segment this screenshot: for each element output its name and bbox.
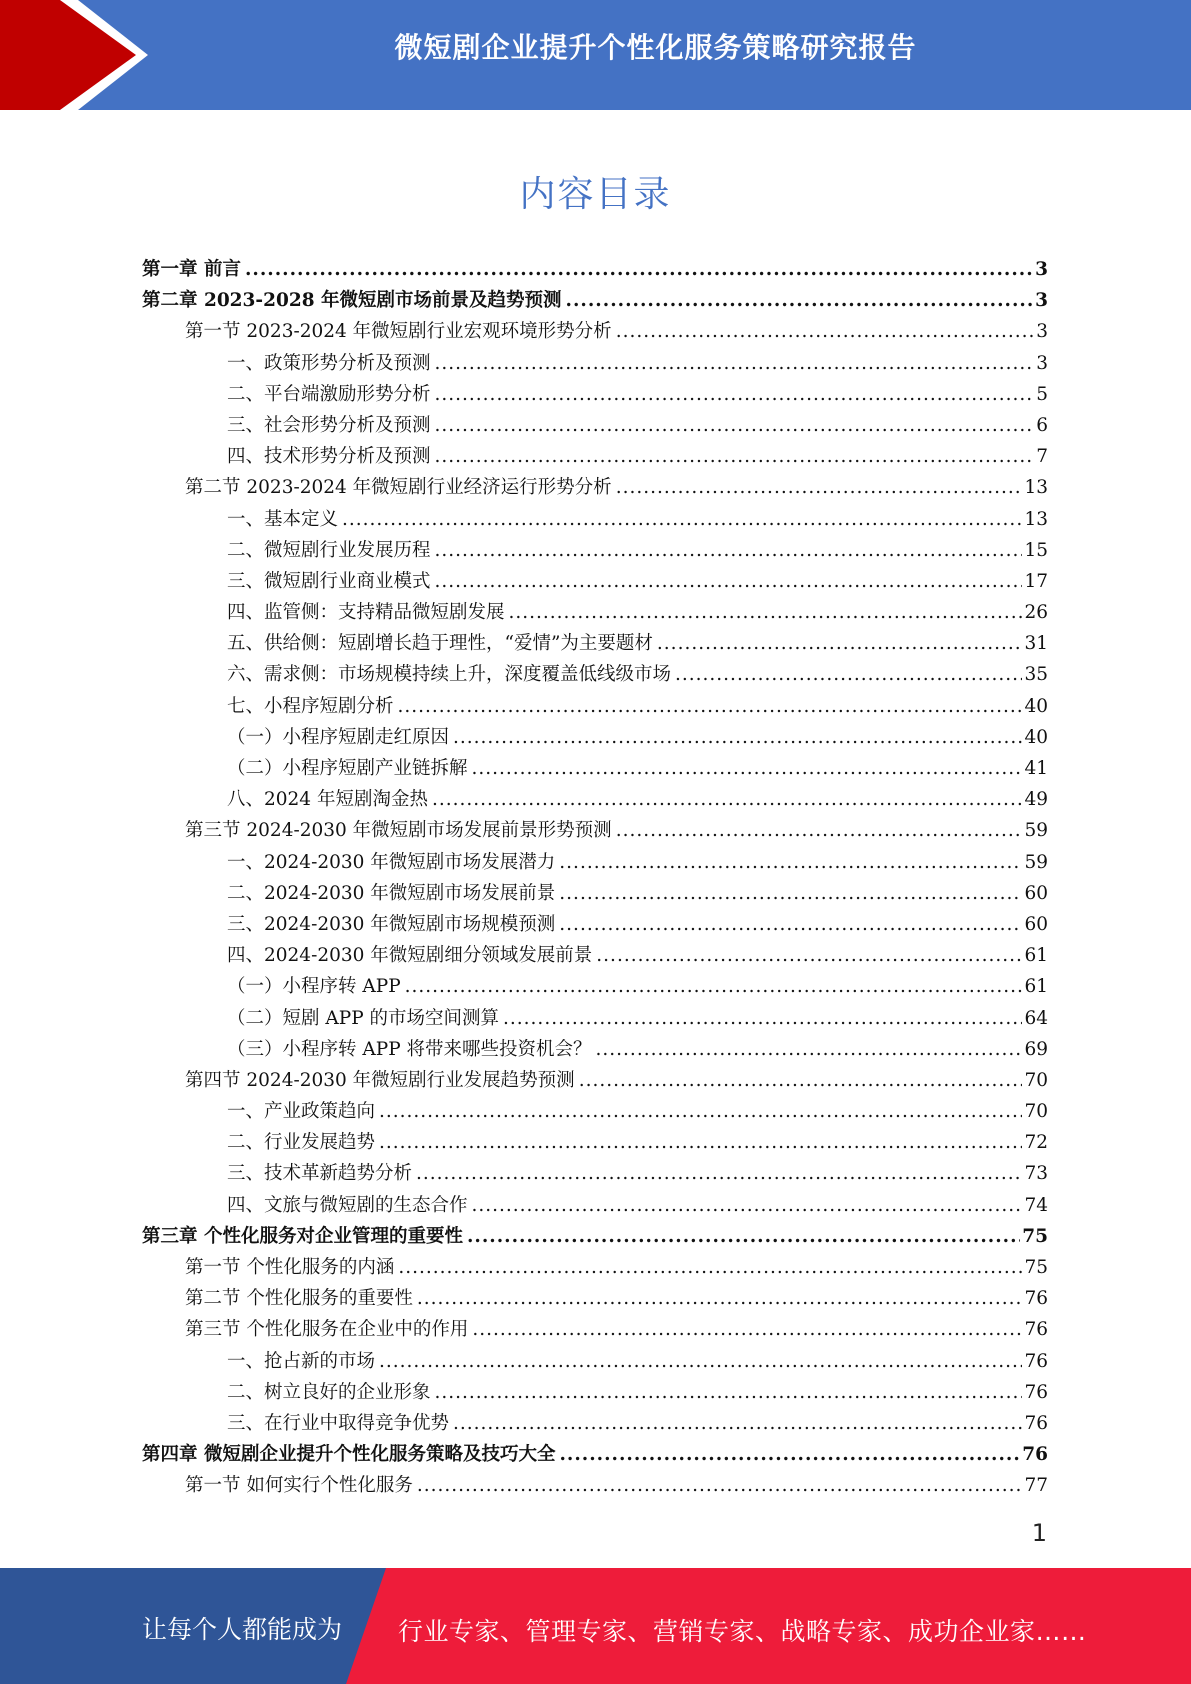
toc-entry-page: 3 [1035,290,1048,312]
toc-entry[interactable] [142,285,1048,316]
toc-entry[interactable] [142,691,1048,722]
toc-entry-title: 第二章 2023-2028 年微短剧市场前景及趋势预测 [142,290,562,312]
table-of-contents [142,254,1048,1502]
toc-entry-page: 13 [1024,477,1048,499]
toc-entry-title: 三、微短剧行业商业模式 [227,570,431,592]
toc-dot-leader [416,1158,1022,1189]
toc-dot-leader [435,441,1035,472]
toc-entry[interactable] [142,1346,1048,1377]
toc-entry[interactable] [142,1158,1048,1189]
toc-dot-leader [435,535,1023,566]
toc-entry-title: 第二节 个性化服务的重要性 [185,1288,413,1310]
toc-dot-leader [509,597,1023,628]
toc-entry-page: 76 [1024,1288,1048,1310]
toc-entry-page: 15 [1024,539,1048,561]
toc-entry-title: 一、2024-2030 年微短剧市场发展潜力 [227,851,556,873]
toc-dot-leader [379,1346,1022,1377]
toc-entry-title: 第三章 个性化服务对企业管理的重要性 [142,1225,463,1247]
toc-dot-leader [342,504,1022,535]
toc-entry[interactable] [142,535,1048,566]
toc-entry[interactable] [142,1377,1048,1408]
toc-entry[interactable] [142,784,1048,815]
toc-entry-title: 第一节 如何实行个性化服务 [185,1475,413,1497]
toc-entry-title: 三、在行业中取得竞争优势 [227,1412,450,1434]
toc-dot-leader [472,1314,1022,1345]
toc-entry[interactable] [142,1408,1048,1439]
toc-entry[interactable] [142,753,1048,784]
toc-entry[interactable] [142,847,1048,878]
toc-entry-title: 五、供给侧：短剧增长趋于理性，“爱情”为主要题材 [227,633,653,655]
toc-entry[interactable] [142,909,1048,940]
toc-dot-leader [616,815,1023,846]
toc-entry-title: 二、平台端激励形势分析 [227,383,431,405]
toc-entry-title: 一、抢占新的市场 [227,1350,376,1372]
toc-entry-page: 40 [1024,695,1048,717]
toc-entry-page: 70 [1024,1101,1048,1123]
toc-dot-leader [379,1096,1022,1127]
toc-dot-leader [657,628,1023,659]
footer-slogan-right: 行业专家、管理专家、营销专家、战略专家、成功企业家…… [398,1617,1087,1646]
toc-entry-title: 第四节 2024-2030 年微短剧行业发展趋势预测 [185,1069,575,1091]
toc-entry-title: 第二节 2023-2024 年微短剧行业经济运行形势分析 [185,477,612,499]
toc-dot-leader [559,878,1022,909]
toc-entry-page: 3 [1036,352,1048,374]
toc-entry-title: 八、2024 年短剧淘金热 [227,789,428,811]
toc-entry[interactable] [142,1065,1048,1096]
toc-entry-page: 3 [1035,259,1048,280]
toc-dot-leader [435,348,1035,379]
toc-entry[interactable] [142,504,1048,535]
toc-entry-title: 第一节 2023-2024 年微短剧行业宏观环境形势分析 [185,321,612,343]
toc-entry-title: 第三节 2024-2030 年微短剧市场发展前景形势预测 [185,820,612,842]
toc-entry-page: 69 [1024,1038,1048,1060]
toc-entry-title: 二、行业发展趋势 [227,1132,376,1154]
toc-entry-page: 77 [1024,1475,1048,1497]
toc-entry[interactable] [142,1439,1048,1470]
toc-entry[interactable] [142,659,1048,690]
toc-entry-title: 二、2024-2030 年微短剧市场发展前景 [227,882,556,904]
toc-entry-title: 第四章 微短剧企业提升个性化服务策略及技巧大全 [142,1444,556,1466]
toc-entry-title: （三）小程序转 APP 将带来哪些投资机会？ [227,1038,592,1060]
toc-entry-page: 60 [1024,913,1048,935]
toc-dot-leader [435,1377,1023,1408]
toc-entry-title: （二）短剧 APP 的市场空间测算 [227,1007,500,1029]
toc-entry-title: 第一节 个性化服务的内涵 [185,1257,395,1278]
toc-entry-page: 76 [1024,1381,1048,1403]
toc-dot-leader [245,254,1033,285]
toc-entry-page: 61 [1024,945,1048,967]
toc-entry[interactable] [142,1003,1048,1034]
toc-entry-page: 61 [1024,976,1048,998]
toc-entry-title: 一、产业政策趋向 [227,1101,376,1123]
toc-entry-title: 七、小程序短剧分析 [227,695,394,717]
toc-entry-title: 三、技术革新趋势分析 [227,1163,413,1185]
toc-entry-title: 一、政策形势分析及预测 [227,352,431,374]
toc-entry-title: 四、监管侧：支持精品微短剧发展 [227,602,505,624]
toc-entry-title: 第三节 个性化服务在企业中的作用 [185,1319,469,1341]
toc-entry-page: 60 [1024,882,1048,904]
toc-dot-leader [616,472,1023,503]
footer-slogan-left: 让每个人都能成为 [142,1615,343,1644]
toc-dot-leader [453,722,1022,753]
toc-heading: 内容目录 [519,174,672,215]
toc-entry-title: 三、社会形势分析及预测 [227,414,431,436]
toc-entry[interactable] [142,1470,1048,1501]
toc-entry-page: 3 [1036,321,1048,343]
report-title: 微短剧企业提升个性化服务策略研究报告 [394,31,917,64]
toc-entry-page: 31 [1024,633,1048,655]
toc-entry-page: 59 [1024,820,1048,842]
toc-entry-page: 59 [1024,851,1048,873]
toc-dot-leader [559,1439,1020,1470]
toc-entry[interactable] [142,1127,1048,1158]
toc-entry-title: （一）小程序转 APP [227,976,401,998]
toc-entry-title: 四、2024-2030 年微短剧细分领域发展前景 [227,945,593,967]
toc-entry-page: 75 [1022,1225,1048,1247]
toc-entry[interactable] [142,441,1048,472]
toc-entry[interactable] [142,472,1048,503]
toc-dot-leader [566,285,1034,316]
toc-dot-leader [503,1003,1022,1034]
toc-entry[interactable] [142,1096,1048,1127]
toc-entry[interactable] [142,1190,1048,1221]
toc-dot-leader [472,1190,1023,1221]
toc-dot-leader [435,410,1035,441]
toc-entry-page: 76 [1022,1444,1048,1466]
toc-dot-leader [398,691,1023,722]
toc-entry-page: 70 [1024,1069,1048,1091]
toc-dot-leader [616,316,1035,347]
toc-dot-leader [379,1127,1022,1158]
toc-entry-title: 四、技术形势分析及预测 [227,446,431,468]
toc-entry-title: 二、微短剧行业发展历程 [227,539,431,561]
toc-entry-title: 三、2024-2030 年微短剧市场规模预测 [227,913,556,935]
toc-entry-page: 76 [1024,1412,1048,1434]
toc-dot-leader [398,1252,1022,1283]
toc-entry[interactable] [142,597,1048,628]
toc-entry-title: 二、树立良好的企业形象 [227,1381,431,1403]
toc-entry-page: 5 [1036,383,1048,405]
toc-entry[interactable] [142,628,1048,659]
toc-entry-page: 7 [1036,446,1048,468]
toc-entry[interactable] [142,1221,1048,1252]
toc-entry[interactable] [142,1034,1048,1065]
toc-entry[interactable] [142,379,1048,410]
toc-dot-leader [435,379,1035,410]
toc-entry[interactable] [142,878,1048,909]
toc-entry[interactable] [142,1252,1048,1283]
page-number: 1 [1031,1519,1047,1547]
toc-dot-leader [675,659,1022,690]
toc-entry[interactable] [142,940,1048,971]
toc-entry[interactable] [142,348,1048,379]
toc-entry[interactable] [142,566,1048,597]
toc-entry[interactable] [142,722,1048,753]
toc-dot-leader [472,753,1023,784]
toc-entry-page: 76 [1024,1350,1048,1372]
toc-entry-title: 一、基本定义 [227,508,339,530]
toc-entry-page: 40 [1024,726,1048,748]
toc-entry-page: 49 [1024,789,1048,811]
toc-entry-page: 17 [1024,570,1048,592]
toc-entry[interactable] [142,316,1048,347]
toc-entry[interactable] [142,410,1048,441]
toc-entry-page: 76 [1024,1319,1048,1341]
toc-entry-page: 35 [1024,664,1048,686]
toc-dot-leader [596,940,1022,971]
toc-entry[interactable] [142,1314,1048,1345]
toc-dot-leader [453,1408,1022,1439]
toc-dot-leader [417,1283,1023,1314]
toc-entry-page: 75 [1024,1257,1048,1278]
toc-dot-leader [435,566,1023,597]
toc-dot-leader [432,784,1022,815]
toc-entry-page: 72 [1024,1132,1048,1154]
toc-dot-leader [467,1221,1020,1252]
toc-entry-page: 73 [1024,1163,1048,1185]
toc-entry-title: 第一章 前言 [142,259,241,280]
toc-dot-leader [596,1034,1023,1065]
toc-dot-leader [417,1470,1023,1501]
toc-entry-title: （一）小程序短剧走红原因 [227,726,450,748]
toc-entry-page: 13 [1024,508,1048,530]
toc-entry-page: 41 [1024,758,1048,779]
page-footer-banner [0,1568,1191,1684]
toc-entry-page: 64 [1024,1007,1048,1029]
toc-entry[interactable] [142,815,1048,846]
toc-entry-title: 四、文旅与微短剧的生态合作 [227,1194,468,1216]
toc-entry-page: 26 [1024,602,1048,624]
page-header-banner [0,0,1191,110]
toc-dot-leader [579,1065,1023,1096]
toc-entry[interactable] [142,254,1048,285]
toc-entry-title: 六、需求侧：市场规模持续上升，深度覆盖低线级市场 [227,664,672,686]
toc-entry[interactable] [142,971,1048,1002]
toc-dot-leader [559,847,1022,878]
toc-entry-page: 74 [1024,1194,1048,1216]
toc-dot-leader [559,909,1022,940]
toc-entry-title: （二）小程序短剧产业链拆解 [227,758,468,779]
toc-entry-page: 6 [1036,414,1048,436]
toc-dot-leader [405,971,1023,1002]
toc-entry[interactable] [142,1283,1048,1314]
